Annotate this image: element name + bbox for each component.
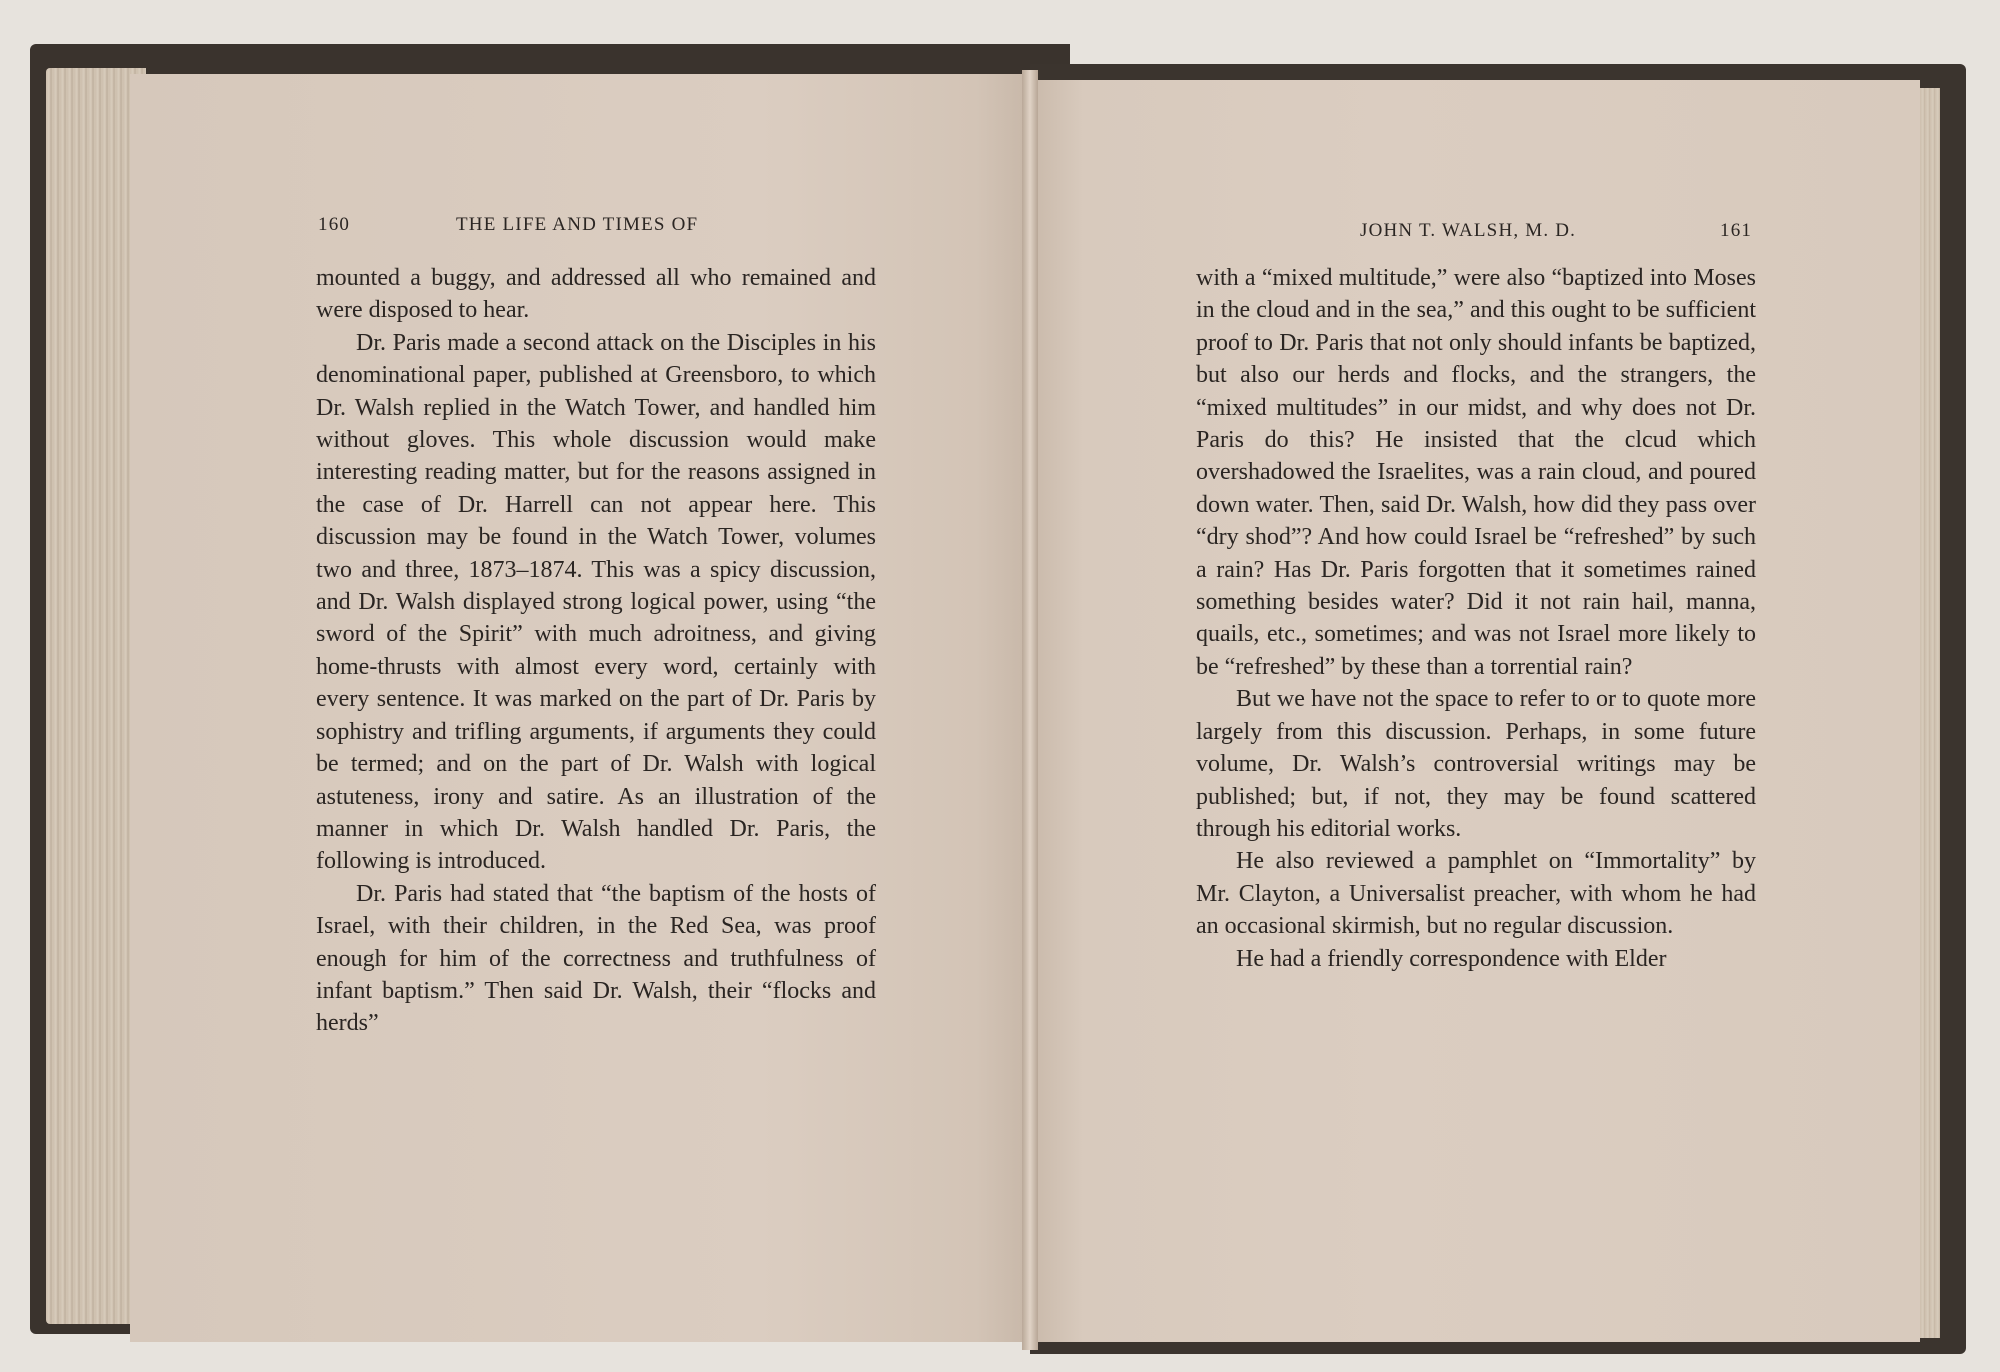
right-running-head: JOHN T. WALSH, M. D.	[1360, 220, 1577, 241]
right-page-number: 161	[1720, 220, 1753, 241]
right-paragraph-2: But we have not the space to refer to or to quote more largely from this discussion. Perhaps, in some future volume, Dr. Walsh’s controversial writings may be published; but, if not, they may be found scattered through his editorial works.	[1196, 686, 1756, 842]
left-page	[130, 74, 1030, 1342]
book-gutter	[1022, 70, 1038, 1350]
left-paragraph-2: Dr. Paris made a second attack on the Disciples in his denominational paper, published at Greensboro, to which Dr. Walsh replied in the Watch Tower, and handled him without gloves. This whole discussion would make interesting reading matter, but for the reasons assigned in the case of Dr. Harrell can not appear here. This discussion may be found in the Watch Tower, volumes two and three, 1873–1874. This was a spicy discussion, and Dr. Walsh displayed strong logical power, using “the sword of the Spirit” with much adroitness, and giving home-thrusts with almost every word, certainly with every sentence. It was marked on the part of Dr. Paris by sophistry and trifling arguments, if arguments they could be termed; and on the part of Dr. Walsh with logical astuteness, irony and satire. As an illustration of the manner in which Dr. Walsh handled Dr. Paris, the following is introduced.	[316, 329, 876, 875]
right-paragraph-1: with a “mixed multitude,” were also “baptized into Moses in the cloud and in the sea,” and this ought to be sufficient proof to Dr. Paris that not only should infants be baptized, but also our herds and flocks, and the strangers, the “mixed multitudes” in our midst, and why does not Dr. Paris do this? He insisted that the clcud which overshadowed the Israelites, was a rain cloud, and poured down water. Then, said Dr. Walsh, how did they pass over “dry shod”? And how could Israel be “refreshed” by such a rain? Has Dr. Paris forgotten that it sometimes rained something besides water? Did it not rain hail, manna, quails, etc., sometimes; and was not Israel more likely to be “refreshed” by these than a torrential rain?	[1196, 265, 1756, 680]
right-paragraph-3: He also reviewed a pamphlet on “Immortality” by Mr. Clayton, a Universalist preacher, with whom he had an occasional skirmish, but no regular discussion.	[1196, 848, 1756, 940]
right-page	[1030, 80, 1920, 1342]
left-running-head: THE LIFE AND TIMES OF	[456, 214, 699, 235]
left-page-number: 160	[318, 214, 351, 235]
left-paragraph-3: Dr. Paris had stated that “the baptism of the hosts of Israel, with their children, in the Red Sea, was proof enough for him of the correctness and truthfulness of infant baptism.” Then said Dr. Walsh, their “flocks and herds”	[316, 880, 876, 1037]
left-text-column	[316, 262, 876, 1040]
right-text-column	[1196, 262, 1756, 975]
right-paragraph-4: He had a friendly correspondence with Elder	[1236, 945, 1667, 972]
left-paragraph-1: mounted a buggy, and addressed all who remained and were disposed to hear.	[316, 265, 876, 324]
